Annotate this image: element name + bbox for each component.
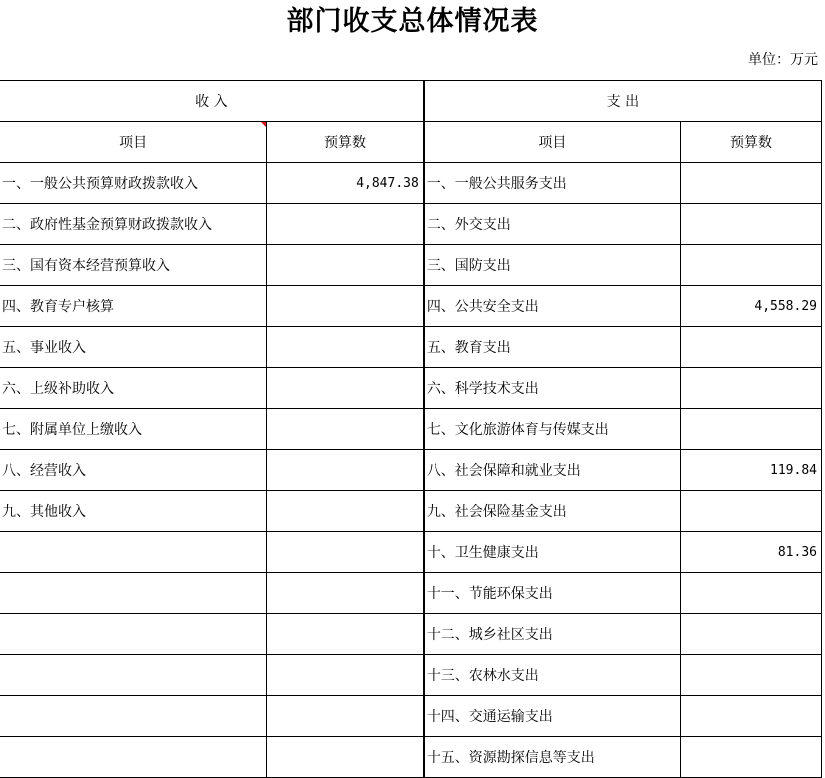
income-item-cell[interactable]: 二、政府性基金预算财政拨款收入 [0,204,267,245]
table-row [0,614,822,655]
budget-table [0,80,822,778]
table-row [0,450,822,491]
expense-amount-header[interactable]: 预算数 [681,122,822,163]
expense-amount-cell[interactable] [681,737,822,778]
unit-label: 单位：万元 [748,52,818,68]
income-amount-cell[interactable] [267,532,424,573]
expense-item-cell[interactable]: 十一、节能环保支出 [424,573,681,614]
income-amount-cell[interactable] [267,286,424,327]
column-header-row [0,122,822,163]
income-amount-cell[interactable] [267,204,424,245]
group-header-row [0,81,822,122]
income-item-cell[interactable] [0,573,267,614]
income-amount-cell[interactable] [267,450,424,491]
income-amount-cell[interactable] [267,655,424,696]
expense-item-cell[interactable]: 十三、农林水支出 [424,655,681,696]
table-row [0,327,822,368]
expense-amount-cell[interactable] [681,204,822,245]
income-item-cell[interactable] [0,614,267,655]
income-item-cell[interactable] [0,737,267,778]
table-row [0,286,822,327]
income-item-cell[interactable]: 五、事业收入 [0,327,267,368]
income-item-header-label: 项目 [119,135,148,151]
income-item-cell[interactable]: 八、经营收入 [0,450,267,491]
expense-amount-cell[interactable] [681,409,822,450]
income-item-cell[interactable]: 三、国有资本经营预算收入 [0,245,267,286]
expense-amount-cell[interactable] [681,163,822,204]
table-row [0,204,822,245]
table-row [0,409,822,450]
income-item-cell[interactable]: 七、附属单位上缴收入 [0,409,267,450]
expense-item-cell[interactable]: 十五、资源勘探信息等支出 [424,737,681,778]
expense-item-cell[interactable]: 九、社会保险基金支出 [424,491,681,532]
income-amount-cell[interactable] [267,737,424,778]
expense-amount-cell[interactable] [681,245,822,286]
expense-item-cell[interactable]: 八、社会保障和就业支出 [424,450,681,491]
expense-item-cell[interactable]: 一、一般公共服务支出 [424,163,681,204]
expense-amount-cell[interactable]: 119.84 [681,450,822,491]
page-title: 部门收支总体情况表 [286,6,539,37]
table-row [0,573,822,614]
expense-item-cell[interactable]: 七、文化旅游体育与传媒支出 [424,409,681,450]
expense-item-cell[interactable]: 五、教育支出 [424,327,681,368]
income-amount-cell[interactable] [267,491,424,532]
expense-item-cell[interactable]: 二、外交支出 [424,204,681,245]
income-amount-cell[interactable] [267,409,424,450]
expense-item-header[interactable]: 项目 [424,122,681,163]
expense-item-cell[interactable]: 十、卫生健康支出 [424,532,681,573]
table-row [0,532,822,573]
expense-amount-cell[interactable] [681,696,822,737]
expense-item-cell[interactable]: 十二、城乡社区支出 [424,614,681,655]
expense-amount-cell[interactable]: 81.36 [681,532,822,573]
expense-amount-cell[interactable] [681,614,822,655]
table-row [0,368,822,409]
table-row [0,491,822,532]
income-amount-cell[interactable]: 4,847.38 [267,163,424,204]
expense-group-header[interactable]: 支 出 [424,81,822,122]
table-row [0,163,822,204]
income-amount-cell[interactable] [267,327,424,368]
income-amount-cell[interactable] [267,245,424,286]
income-item-cell[interactable] [0,532,267,573]
table-row [0,245,822,286]
expense-amount-cell[interactable] [681,573,822,614]
income-amount-cell[interactable] [267,696,424,737]
expense-item-cell[interactable]: 六、科学技术支出 [424,368,681,409]
income-item-cell[interactable]: 九、其他收入 [0,491,267,532]
expense-item-cell[interactable]: 四、公共安全支出 [424,286,681,327]
income-item-header[interactable] [0,122,267,163]
income-item-cell[interactable]: 六、上级补助收入 [0,368,267,409]
table-row [0,737,822,778]
table-row [0,655,822,696]
income-amount-cell[interactable] [267,614,424,655]
income-item-cell[interactable]: 四、教育专户核算 [0,286,267,327]
expense-amount-cell[interactable] [681,368,822,409]
income-amount-header[interactable]: 预算数 [267,122,424,163]
income-item-cell[interactable] [0,696,267,737]
income-item-cell[interactable]: 一、一般公共预算财政拨款收入 [0,163,267,204]
table-row [0,696,822,737]
expense-amount-cell[interactable] [681,327,822,368]
income-item-cell[interactable] [0,655,267,696]
expense-amount-cell[interactable] [681,491,822,532]
expense-amount-cell[interactable] [681,655,822,696]
expense-amount-cell[interactable]: 4,558.29 [681,286,822,327]
comment-indicator-icon[interactable] [260,122,267,129]
income-amount-cell[interactable] [267,573,424,614]
expense-item-cell[interactable]: 十四、交通运输支出 [424,696,681,737]
income-amount-cell[interactable] [267,368,424,409]
expense-item-cell[interactable]: 三、国防支出 [424,245,681,286]
income-group-header[interactable]: 收 入 [0,81,424,122]
